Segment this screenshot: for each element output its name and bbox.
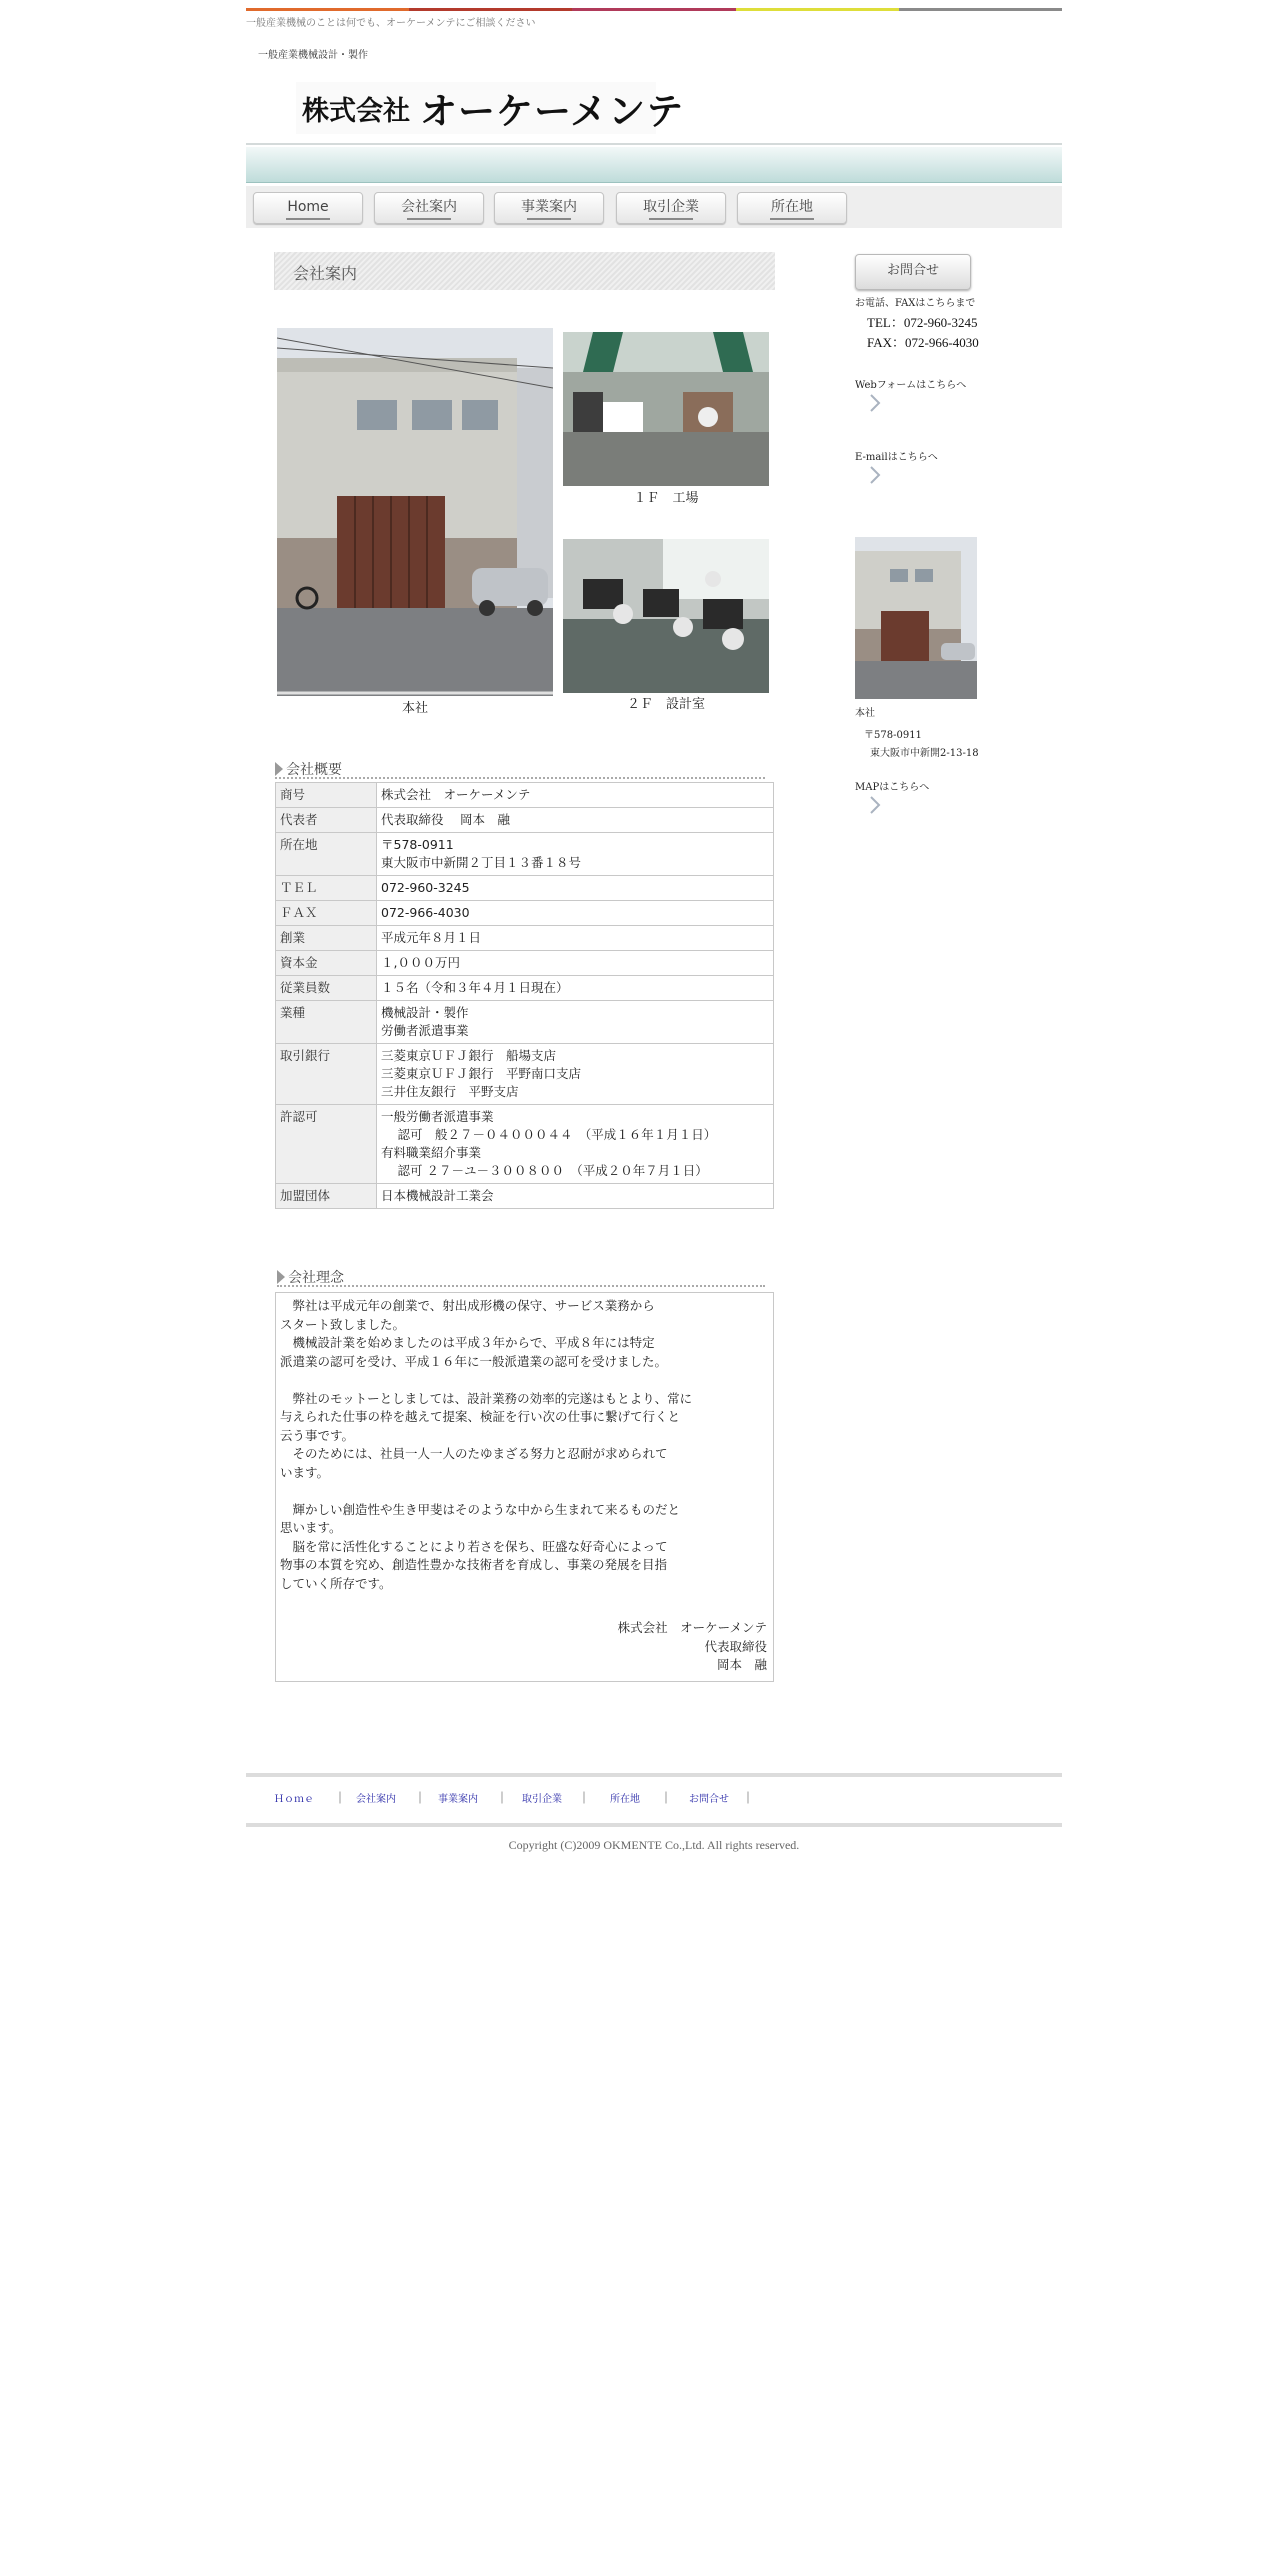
copyright: Copyright (C)2009 OKMENTE Co.,Ltd. All rights reserved. xyxy=(508,1838,800,1852)
footer-divider-top xyxy=(246,1773,1062,1777)
row-label: 加盟団体 xyxy=(276,1184,377,1209)
row-label: 創業 xyxy=(276,926,377,951)
table-row xyxy=(276,1105,774,1184)
page-title: 会社案内 xyxy=(293,264,358,283)
table-row xyxy=(276,926,774,951)
row-label: 資本金 xyxy=(276,951,377,976)
overview-heading xyxy=(275,759,342,779)
header-band xyxy=(246,147,1062,183)
nav-clients[interactable]: 取引企業 xyxy=(616,192,726,224)
row-label: 許認可 xyxy=(276,1105,377,1184)
contact-button[interactable]: お問合せ xyxy=(855,254,971,290)
nav-company[interactable]: 会社案内 xyxy=(374,192,484,224)
row-label: 業種 xyxy=(276,1001,377,1044)
company-logo[interactable] xyxy=(296,82,685,134)
table-row xyxy=(276,1044,774,1105)
row-value: １５名（令和３年４月１日現在） xyxy=(377,976,774,1001)
design-room-photo xyxy=(563,539,769,693)
nav-location[interactable]: 所在地 xyxy=(737,192,847,224)
row-value: 機械設計・製作 労働者派遣事業 xyxy=(377,1001,774,1044)
row-label: ＴＥＬ xyxy=(276,876,377,901)
stripe-segment xyxy=(572,8,735,11)
map-link[interactable]: MAPはこちらへ xyxy=(855,782,930,793)
nav-home[interactable]: Home xyxy=(253,192,363,224)
row-value: 072-966-4030 xyxy=(377,901,774,926)
page xyxy=(246,0,1062,2568)
footer-nav xyxy=(246,1784,1062,1810)
nav-business[interactable]: 事業案内 xyxy=(494,192,604,224)
page-title-bar xyxy=(274,252,775,290)
factory-photo xyxy=(563,332,769,486)
stripe-segment xyxy=(246,8,409,11)
stripe-segment xyxy=(409,8,572,11)
heading-arrow-icon xyxy=(277,1270,285,1284)
office-postal: 〒578-0911 xyxy=(864,730,922,741)
table-row xyxy=(276,833,774,876)
footer-separator: ｜ xyxy=(414,1791,427,1805)
row-value: 一般労働者派遣事業 認可 般２７－０４０００４４ （平成１６年１月１日） 有料職業紹介事業 認可 ２７－ユ－３００８００ （平成２０年７月１日） xyxy=(377,1105,774,1184)
footer-link-company[interactable]: 会社案内 xyxy=(356,1794,396,1805)
chevron-right-icon[interactable] xyxy=(864,392,886,414)
office-label: 本社 xyxy=(855,708,875,719)
company-overview-table xyxy=(275,782,774,1209)
footer-separator: ｜ xyxy=(496,1791,509,1805)
row-value: 代表取締役 岡本 融 xyxy=(377,808,774,833)
philosophy-heading xyxy=(277,1267,344,1287)
footer-link-clients[interactable]: 取引企業 xyxy=(522,1794,562,1805)
row-value: 072-960-3245 xyxy=(377,876,774,901)
footer-link-home[interactable]: Ｈｏｍｅ xyxy=(274,1794,314,1805)
building-photo xyxy=(277,328,553,696)
philosophy-box xyxy=(275,1292,774,1682)
header-subtitle: 一般産業機械設計・製作 xyxy=(258,50,368,61)
photo-caption-factory: １Ｆ 工場 xyxy=(633,491,699,506)
row-value: 三菱東京ＵＦＪ銀行 船場支店 三菱東京ＵＦＪ銀行 平野南口支店 三井住友銀行 平野支店 xyxy=(377,1044,774,1105)
nav-bar xyxy=(246,186,1062,228)
office-thumbnail xyxy=(855,537,977,699)
row-label: 所在地 xyxy=(276,833,377,876)
row-label: 従業員数 xyxy=(276,976,377,1001)
philosophy-dotline xyxy=(277,1285,765,1287)
overview-heading-text: 会社概要 xyxy=(286,762,342,778)
philosophy-heading-text: 会社理念 xyxy=(288,1270,344,1286)
logo-main: オーケーメンテ xyxy=(420,90,685,133)
row-value: 〒578-0911 東大阪市中新開２丁目１３番１８号 xyxy=(377,833,774,876)
row-value: 日本機械設計工業会 xyxy=(377,1184,774,1209)
philosophy-text: 弊社は平成元年の創業で、射出成形機の保守、サービス業務から スタート致しました。 機械設計業を始めましたのは平成３年からで、平成８年には特定 派遣業の認可を受け、平成１６年に一般派遣業の認可を受けました。 弊社のモットーとしましては、設計業務の効率的完遂はもとより、常に 与えられた仕事の枠を越えて提案、検証を行い次の仕事に繋げて行くと 云う事です。 そのためには、社員一人一人のたゆまざる努力と忍耐が求められて います。 輝かしい創造性や生き甲斐はそのような中から生まれて来るものだと 思います。 脳を常に活性化することにより若さを保ち、旺盛な好奇心によって 物事の本質を究め、創造性豊かな技術者を育成し、事業の発展を目指 していく所存です。 xyxy=(280,1298,693,1591)
footer-divider-bottom xyxy=(246,1823,1062,1827)
row-value: 株式会社 オーケーメンテ xyxy=(377,783,774,808)
tagline: 一般産業機械のことは何でも、オーケーメンテにご相談ください xyxy=(246,18,536,29)
contact-note: お電話、FAXはこちらまで xyxy=(855,298,976,309)
header-divider xyxy=(246,143,1062,145)
row-label: 代表者 xyxy=(276,808,377,833)
sidebar-fax: FAX：072-966-4030 xyxy=(867,335,979,350)
photo-caption-hq: 本社 xyxy=(401,701,428,716)
stripe-segment xyxy=(899,8,1062,11)
logo-prefix: 株式会社 xyxy=(302,95,410,127)
table-row xyxy=(276,1184,774,1209)
philosophy-signature: 株式会社 オーケーメンテ 代表取締役 岡本 融 xyxy=(617,1620,767,1672)
heading-arrow-icon xyxy=(275,762,283,776)
row-label: 取引銀行 xyxy=(276,1044,377,1105)
sidebar-tel: TEL：072-960-3245 xyxy=(867,315,978,330)
table-row xyxy=(276,951,774,976)
row-value: 平成元年８月１日 xyxy=(377,926,774,951)
chevron-right-icon[interactable] xyxy=(864,464,886,486)
photo-caption-design-room: ２Ｆ 設計室 xyxy=(626,697,705,712)
overview-dotline xyxy=(275,777,765,779)
row-label: 商号 xyxy=(276,783,377,808)
footer-link-business[interactable]: 事業案内 xyxy=(438,1794,478,1805)
color-stripe xyxy=(246,8,1062,11)
stripe-segment xyxy=(736,8,899,11)
footer-link-location[interactable]: 所在地 xyxy=(610,1794,640,1805)
footer-link-contact[interactable]: お問合せ xyxy=(689,1794,729,1805)
webform-link[interactable]: Webフォームはこちらへ xyxy=(855,380,967,391)
table-row xyxy=(276,808,774,833)
row-label: ＦＡＸ xyxy=(276,901,377,926)
footer-separator: ｜ xyxy=(742,1791,755,1805)
office-address: 東大阪市中新開2-13-18 xyxy=(870,748,979,759)
table-row xyxy=(276,901,774,926)
footer-separator: ｜ xyxy=(578,1791,591,1805)
footer-separator: ｜ xyxy=(334,1791,347,1805)
table-row xyxy=(276,1001,774,1044)
row-value: １,０００万円 xyxy=(377,951,774,976)
chevron-right-icon[interactable] xyxy=(864,794,886,816)
email-link[interactable]: E-mailはこちらへ xyxy=(855,452,938,463)
table-row xyxy=(276,783,774,808)
table-row xyxy=(276,876,774,901)
footer-separator: ｜ xyxy=(660,1791,673,1805)
table-row xyxy=(276,976,774,1001)
